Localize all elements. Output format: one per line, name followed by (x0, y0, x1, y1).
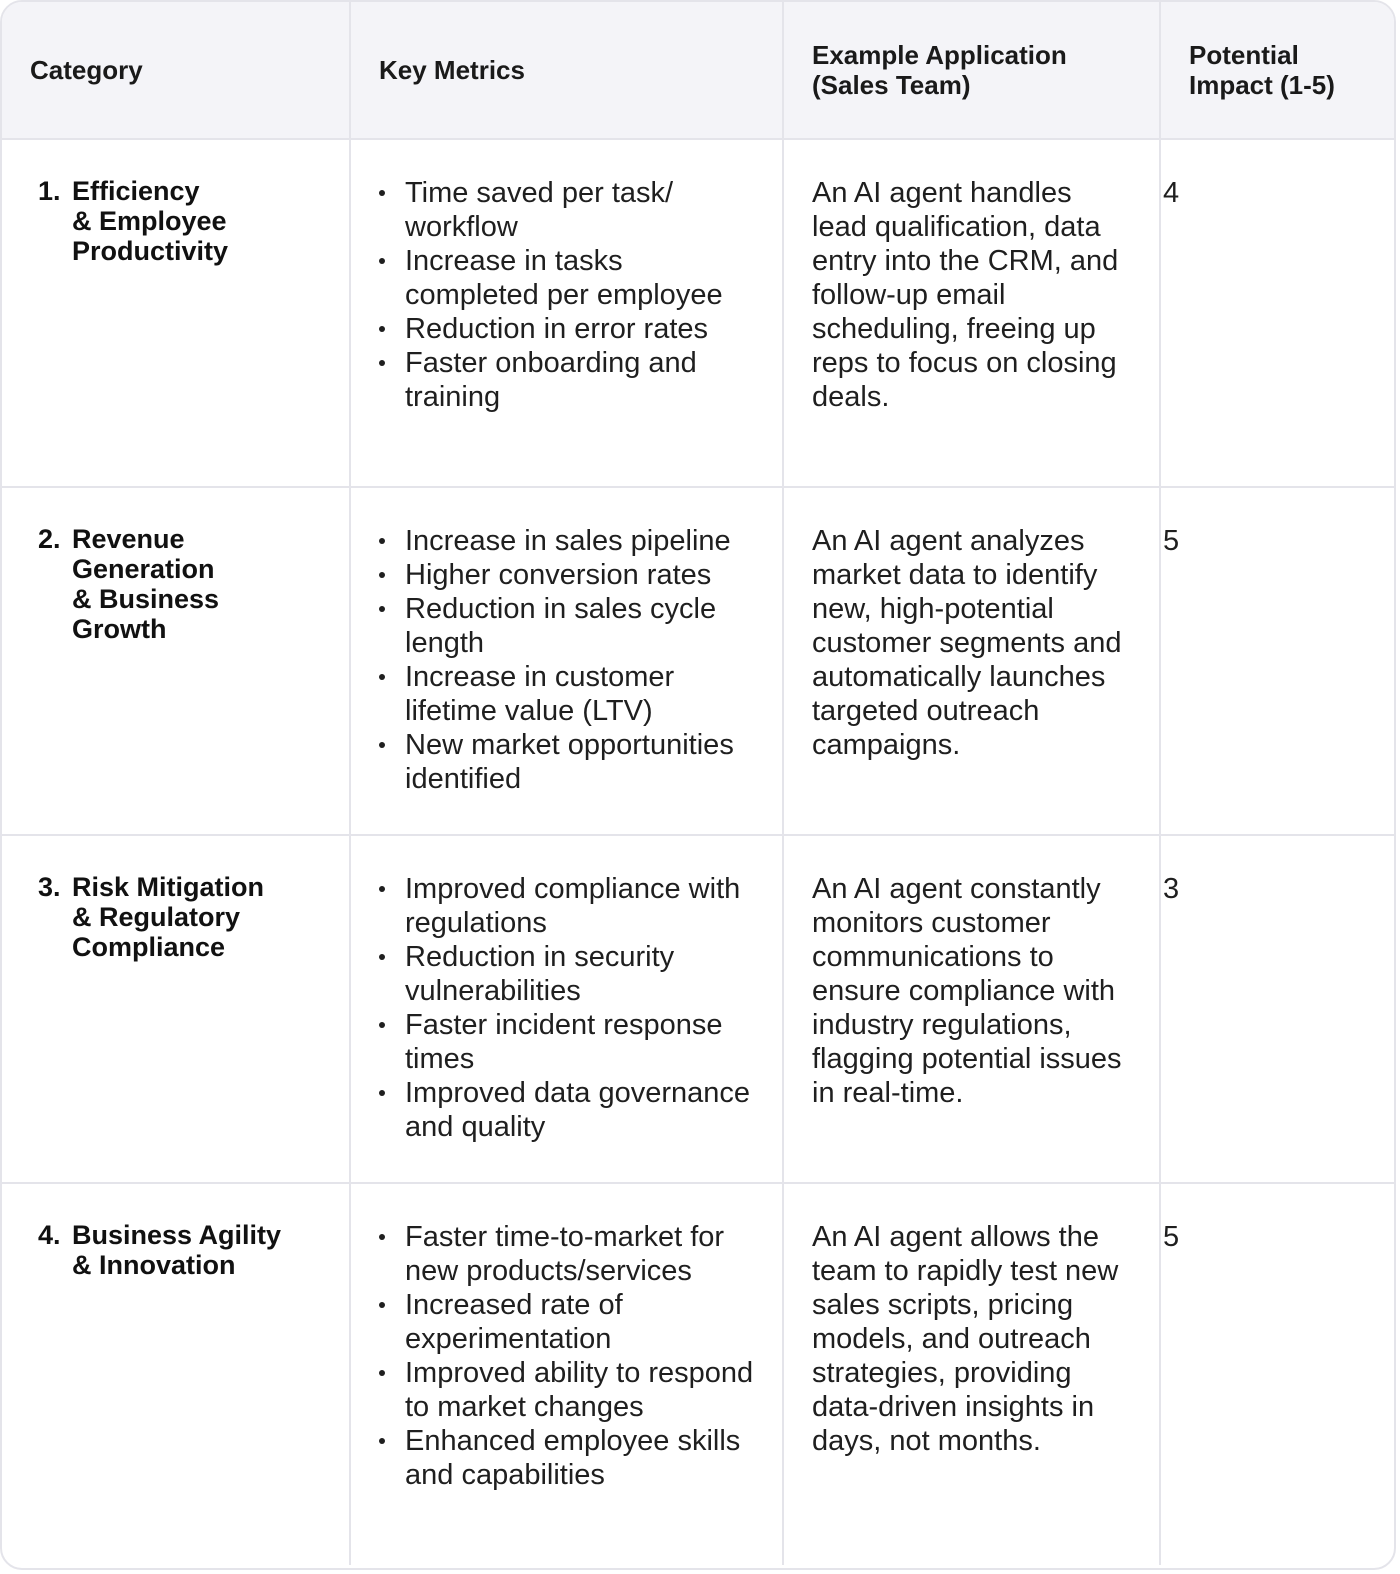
metrics-list (379, 1220, 754, 1492)
metric-item: Increase in customer lifetime value (LTV) (379, 660, 754, 728)
header-potential-impact: Potential Impact (1-5) (1160, 2, 1395, 139)
metric-item: Improved data governance and quality (379, 1076, 754, 1144)
category-cell (2, 139, 350, 487)
category-number: 2. (38, 524, 61, 554)
table-header (2, 2, 1395, 139)
metric-item: Reduction in security vulnerabilities (379, 940, 754, 1008)
category-label (30, 872, 321, 962)
metric-item: Reduction in error rates (379, 312, 754, 346)
metric-item: Faster incident response times (379, 1008, 754, 1076)
header-key-metrics: Key Metrics (350, 2, 783, 139)
metric-item: Faster time-to-market for new products/services (379, 1220, 754, 1288)
category-label (30, 1220, 321, 1280)
category-cell (2, 835, 350, 1183)
metrics-list (379, 872, 754, 1144)
impact-cell: 5 (1163, 1221, 1180, 1253)
header-example-application: Example Application (Sales Team) (783, 2, 1160, 139)
metric-item: Improved compliance with regulations (379, 872, 754, 940)
impact-cell: 4 (1160, 139, 1395, 487)
metric-item: New market opportunities identified (379, 728, 754, 796)
metrics-list (379, 524, 754, 796)
table-row (2, 139, 1395, 487)
table-row (2, 835, 1395, 1183)
metric-item: Increase in sales pipeline (379, 524, 754, 558)
category-label (30, 524, 321, 644)
category-cell (2, 1183, 350, 1565)
example-cell: An AI agent analyzes market data to identify new, high-potential customer segments and automatically launches targeted outreach campaigns. (783, 487, 1160, 835)
metric-item: Enhanced employee skills and capabilities (379, 1424, 754, 1492)
header-category: Category (2, 2, 350, 139)
category-name: Risk Mitigation & Regulatory Compliance (72, 872, 265, 962)
metric-item: Increase in tasks completed per employee (379, 244, 754, 312)
category-name: Revenue Generation & Business Growth (72, 524, 220, 644)
metric-item: Reduction in sales cycle length (379, 592, 754, 660)
category-name: Efficiency & Employee Productivity (72, 176, 229, 266)
category-number: 4. (38, 1220, 61, 1250)
key-metrics-cell (350, 1183, 783, 1565)
category-name: Business Agility & Innovation (72, 1220, 282, 1280)
key-metrics-cell (350, 139, 783, 487)
header-row (2, 2, 1395, 139)
example-cell: An AI agent constantly monitors customer communications to ensure compliance with industry regulations, flagging potential issues in real-time. (783, 835, 1160, 1183)
metric-item: Increased rate of experimentation (379, 1288, 754, 1356)
table-row (2, 1183, 1395, 1565)
metric-item: Faster onboarding and training (379, 346, 754, 414)
category-number: 3. (38, 872, 61, 902)
category-cell (2, 487, 350, 835)
example-cell: An AI agent handles lead qualification, data entry into the CRM, and follow-up email scheduling, freeing up reps to focus on closing deals. (783, 139, 1160, 487)
category-number: 1. (38, 176, 61, 206)
key-metrics-cell (350, 487, 783, 835)
metric-item: Higher conversion rates (379, 558, 754, 592)
category-label (30, 176, 321, 266)
key-metrics-cell (350, 835, 783, 1183)
table (2, 2, 1395, 1565)
example-cell: An AI agent allows the team to rapidly test new sales scripts, pricing models, and outreach strategies, providing data-driven insights in days, not months. (783, 1183, 1160, 1565)
impact-cell: 3 (1160, 835, 1395, 1183)
impact-cell: 5 (1160, 487, 1395, 835)
metric-item: Improved ability to respond to market changes (379, 1356, 754, 1424)
metric-item: Time saved per task/ workflow (379, 176, 754, 244)
table-row (2, 487, 1395, 835)
metrics-list (379, 176, 754, 414)
